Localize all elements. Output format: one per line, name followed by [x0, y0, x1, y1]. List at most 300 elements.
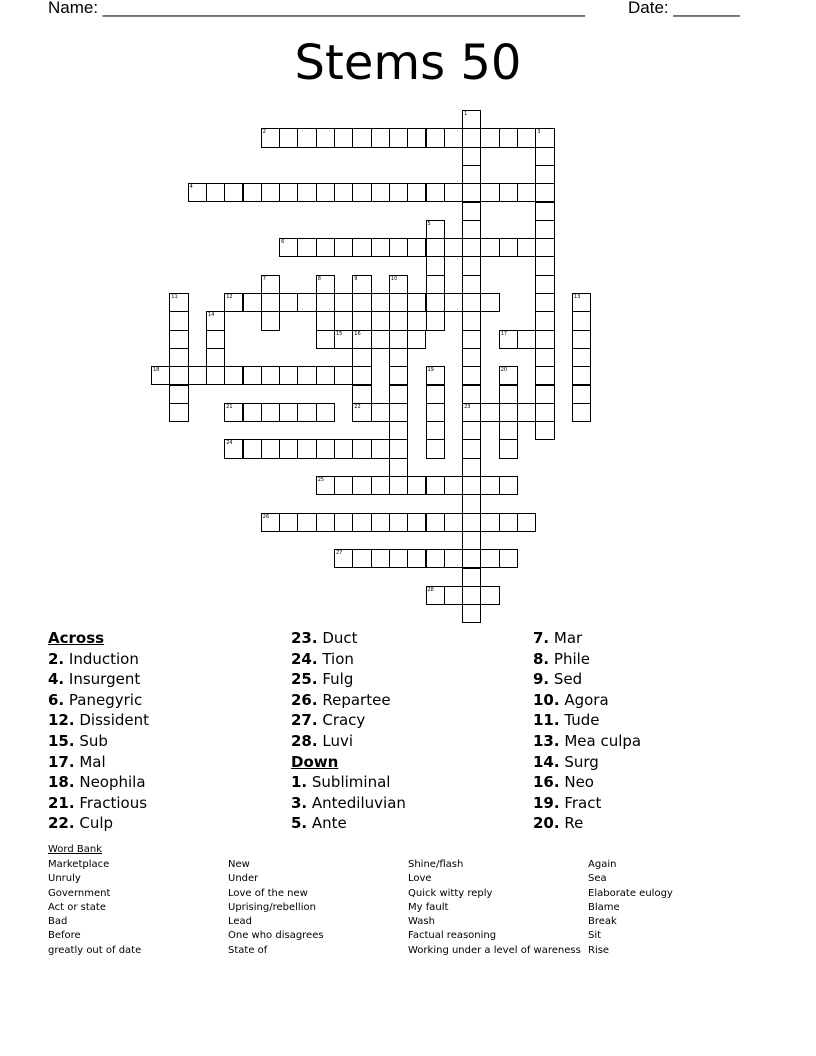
- cell-number: 17: [500, 330, 508, 337]
- cell-number: 20: [500, 367, 508, 374]
- grid-cell[interactable]: [389, 403, 408, 422]
- word-bank-item: One who disagrees: [228, 930, 324, 942]
- grid-cell[interactable]: [261, 403, 280, 422]
- grid-cell[interactable]: [535, 183, 554, 202]
- grid-cell[interactable]: [426, 403, 445, 422]
- grid-cell[interactable]: [169, 330, 188, 349]
- grid-cell[interactable]: [316, 128, 335, 147]
- word-bank-item: greatly out of date: [48, 944, 142, 956]
- grid-cell[interactable]: [224, 403, 243, 422]
- grid-cell[interactable]: [480, 183, 499, 202]
- grid-cell[interactable]: [169, 385, 188, 404]
- grid-cell[interactable]: [517, 330, 536, 349]
- clue-item: [291, 669, 406, 690]
- grid-cell[interactable]: [279, 513, 298, 532]
- grid-cell[interactable]: [352, 183, 371, 202]
- grid-cell[interactable]: [462, 202, 481, 221]
- grid-cell[interactable]: [535, 421, 554, 440]
- grid-cell[interactable]: [352, 293, 371, 312]
- clue-text: Neophila: [74, 773, 146, 792]
- clue-text: Culp: [74, 814, 114, 833]
- grid-cell[interactable]: [462, 110, 481, 129]
- cell-number: 21: [226, 403, 233, 410]
- grid-cell[interactable]: [462, 439, 481, 458]
- grid-cell[interactable]: [334, 128, 353, 147]
- grid-cell[interactable]: [444, 586, 463, 605]
- grid-cell[interactable]: [407, 476, 426, 495]
- grid-cell[interactable]: [535, 128, 554, 147]
- grid-cell[interactable]: [352, 311, 371, 330]
- grid-cell[interactable]: [261, 128, 280, 147]
- grid-cell[interactable]: [352, 366, 371, 385]
- clue-number: 11.: [533, 711, 560, 730]
- grid-cell[interactable]: [389, 458, 408, 477]
- grid-cell[interactable]: [572, 348, 591, 367]
- date-field-label[interactable]: Date: _______: [628, 0, 740, 17]
- grid-cell[interactable]: [371, 238, 390, 257]
- grid-cell[interactable]: [499, 476, 518, 495]
- word-bank-item: State of: [228, 944, 268, 956]
- grid-cell[interactable]: [279, 128, 298, 147]
- clue-text: Insurgent: [64, 670, 141, 689]
- grid-cell[interactable]: [389, 128, 408, 147]
- cell-number: 28: [427, 586, 434, 593]
- grid-cell[interactable]: [206, 330, 225, 349]
- grid-cell[interactable]: [499, 439, 518, 458]
- grid-cell[interactable]: [316, 293, 335, 312]
- cell-number: 7: [262, 275, 266, 282]
- grid-cell[interactable]: [426, 366, 445, 385]
- grid-cell[interactable]: [316, 476, 335, 495]
- clue-number: 15.: [48, 731, 75, 750]
- grid-cell[interactable]: [279, 403, 298, 422]
- grid-cell[interactable]: [535, 311, 554, 330]
- grid-cell[interactable]: [407, 513, 426, 532]
- grid-cell[interactable]: [389, 293, 408, 312]
- grid-cell[interactable]: [480, 293, 499, 312]
- grid-cell[interactable]: [188, 366, 207, 385]
- grid-cell[interactable]: [535, 165, 554, 184]
- grid-cell[interactable]: [499, 330, 518, 349]
- grid-cell[interactable]: [462, 165, 481, 184]
- grid-cell[interactable]: [462, 366, 481, 385]
- grid-cell[interactable]: [535, 403, 554, 422]
- grid-cell[interactable]: [462, 403, 481, 422]
- grid-cell[interactable]: [462, 531, 481, 550]
- grid-cell[interactable]: [352, 128, 371, 147]
- grid-cell[interactable]: [499, 128, 518, 147]
- grid-cell[interactable]: [444, 238, 463, 257]
- grid-cell[interactable]: [224, 293, 243, 312]
- grid-cell[interactable]: [462, 549, 481, 568]
- grid-cell[interactable]: [535, 348, 554, 367]
- grid-cell[interactable]: [243, 293, 262, 312]
- grid-cell[interactable]: [169, 403, 188, 422]
- grid-cell[interactable]: [499, 421, 518, 440]
- word-bank-item: Blame: [588, 901, 620, 913]
- grid-cell[interactable]: [297, 366, 316, 385]
- grid-cell[interactable]: [389, 348, 408, 367]
- word-bank-column: [48, 858, 141, 958]
- grid-cell[interactable]: [426, 256, 445, 275]
- grid-cell[interactable]: [243, 403, 262, 422]
- grid-cell[interactable]: [426, 385, 445, 404]
- grid-cell[interactable]: [426, 586, 445, 605]
- grid-cell[interactable]: [371, 330, 390, 349]
- grid-cell[interactable]: [480, 403, 499, 422]
- grid-cell[interactable]: [499, 366, 518, 385]
- grid-cell[interactable]: [480, 128, 499, 147]
- grid-cell[interactable]: [352, 549, 371, 568]
- grid-cell[interactable]: [206, 311, 225, 330]
- clue-text: Neo: [559, 773, 594, 792]
- word-bank-item: Rise: [588, 944, 610, 956]
- grid-cell[interactable]: [352, 385, 371, 404]
- grid-cell[interactable]: [389, 385, 408, 404]
- grid-cell[interactable]: [462, 311, 481, 330]
- grid-cell[interactable]: [426, 549, 445, 568]
- grid-cell[interactable]: [462, 238, 481, 257]
- grid-cell[interactable]: [407, 238, 426, 257]
- grid-cell[interactable]: [535, 366, 554, 385]
- clue-item: [533, 772, 641, 793]
- grid-cell[interactable]: [407, 128, 426, 147]
- clue-number: 2.: [48, 649, 65, 668]
- grid-cell[interactable]: [535, 275, 554, 294]
- grid-cell[interactable]: [334, 330, 353, 349]
- grid-cell[interactable]: [243, 366, 262, 385]
- cell-number: 5: [427, 220, 431, 227]
- grid-cell[interactable]: [389, 421, 408, 440]
- grid-cell[interactable]: [334, 439, 353, 458]
- grid-cell[interactable]: [517, 513, 536, 532]
- grid-cell[interactable]: [352, 403, 371, 422]
- grid-cell[interactable]: [297, 293, 316, 312]
- grid-cell[interactable]: [462, 458, 481, 477]
- grid-cell[interactable]: [334, 549, 353, 568]
- grid-cell[interactable]: [261, 513, 280, 532]
- grid-cell[interactable]: [389, 439, 408, 458]
- grid-cell[interactable]: [389, 311, 408, 330]
- cell-number: 10: [390, 275, 398, 282]
- grid-cell[interactable]: [334, 293, 353, 312]
- clue-item: [48, 669, 149, 690]
- grid-cell[interactable]: [426, 128, 445, 147]
- grid-cell[interactable]: [499, 385, 518, 404]
- grid-cell[interactable]: [426, 311, 445, 330]
- clue-item: [291, 690, 406, 711]
- clue-text: Fract: [559, 793, 602, 812]
- grid-cell[interactable]: [316, 513, 335, 532]
- clue-item: [291, 649, 406, 670]
- name-field-label[interactable]: Name: ___________________________________________________: [48, 0, 585, 17]
- grid-cell[interactable]: [371, 476, 390, 495]
- grid-cell[interactable]: [169, 293, 188, 312]
- grid-cell[interactable]: [426, 183, 445, 202]
- grid-cell[interactable]: [480, 549, 499, 568]
- grid-cell[interactable]: [535, 238, 554, 257]
- grid-cell[interactable]: [462, 513, 481, 532]
- grid-cell[interactable]: [389, 330, 408, 349]
- grid-cell[interactable]: [535, 385, 554, 404]
- clue-item: [533, 731, 641, 752]
- grid-cell[interactable]: [261, 366, 280, 385]
- grid-cell[interactable]: [517, 403, 536, 422]
- grid-cell[interactable]: [535, 220, 554, 239]
- grid-cell[interactable]: [389, 238, 408, 257]
- grid-cell[interactable]: [261, 439, 280, 458]
- grid-cell[interactable]: [462, 586, 481, 605]
- grid-cell[interactable]: [261, 183, 280, 202]
- grid-cell[interactable]: [480, 476, 499, 495]
- clue-number: 6.: [48, 690, 65, 709]
- grid-cell[interactable]: [535, 202, 554, 221]
- grid-cell[interactable]: [316, 183, 335, 202]
- grid-cell[interactable]: [462, 275, 481, 294]
- grid-cell[interactable]: [426, 275, 445, 294]
- grid-cell[interactable]: [572, 311, 591, 330]
- word-bank-item: Bad: [48, 916, 68, 928]
- cell-number: 27: [336, 550, 343, 557]
- grid-cell[interactable]: [572, 403, 591, 422]
- grid-cell[interactable]: [243, 183, 262, 202]
- grid-cell[interactable]: [206, 183, 225, 202]
- grid-cell[interactable]: [462, 604, 481, 623]
- grid-cell[interactable]: [261, 311, 280, 330]
- grid-cell[interactable]: [462, 421, 481, 440]
- grid-cell[interactable]: [462, 568, 481, 587]
- grid-cell[interactable]: [572, 385, 591, 404]
- clue-number: 21.: [48, 793, 75, 812]
- clue-item: [533, 752, 641, 773]
- cell-number: 15: [336, 330, 343, 337]
- grid-cell[interactable]: [480, 513, 499, 532]
- grid-cell[interactable]: [224, 183, 243, 202]
- grid-cell[interactable]: [206, 366, 225, 385]
- grid-cell[interactable]: [352, 476, 371, 495]
- grid-cell[interactable]: [517, 128, 536, 147]
- grid-cell[interactable]: [462, 385, 481, 404]
- grid-cell[interactable]: [462, 494, 481, 513]
- grid-cell[interactable]: [462, 183, 481, 202]
- grid-cell[interactable]: [462, 220, 481, 239]
- clue-number: 23.: [291, 629, 318, 647]
- grid-cell[interactable]: [389, 549, 408, 568]
- grid-cell[interactable]: [371, 183, 390, 202]
- word-bank-column: [408, 858, 581, 958]
- grid-cell[interactable]: [261, 293, 280, 312]
- grid-cell[interactable]: [407, 293, 426, 312]
- clue-text: Antediluvian: [307, 793, 406, 812]
- grid-cell[interactable]: [444, 183, 463, 202]
- clue-number: 20.: [533, 814, 560, 833]
- clue-number: 26.: [291, 690, 318, 709]
- grid-cell[interactable]: [316, 439, 335, 458]
- clue-number: 27.: [291, 711, 318, 730]
- grid-cell[interactable]: [297, 439, 316, 458]
- grid-cell[interactable]: [444, 128, 463, 147]
- grid-cell[interactable]: [316, 330, 335, 349]
- grid-cell[interactable]: [444, 549, 463, 568]
- grid-cell[interactable]: [316, 403, 335, 422]
- grid-cell[interactable]: [572, 293, 591, 312]
- word-bank-column: [588, 858, 673, 958]
- clue-item: [533, 669, 641, 690]
- clue-item: [48, 690, 149, 711]
- clue-item: [48, 813, 149, 834]
- cell-number: 12: [226, 294, 233, 300]
- grid-cell[interactable]: [426, 476, 445, 495]
- grid-cell[interactable]: [352, 513, 371, 532]
- clue-text: Repartee: [317, 690, 391, 709]
- grid-cell[interactable]: [279, 366, 298, 385]
- grid-cell[interactable]: [169, 311, 188, 330]
- grid-cell[interactable]: [169, 348, 188, 367]
- grid-cell[interactable]: [535, 330, 554, 349]
- grid-cell[interactable]: [426, 421, 445, 440]
- grid-cell[interactable]: [426, 220, 445, 239]
- clue-text: Subliminal: [307, 773, 391, 792]
- grid-cell[interactable]: [517, 238, 536, 257]
- grid-cell[interactable]: [297, 513, 316, 532]
- grid-cell[interactable]: [462, 128, 481, 147]
- grid-cell[interactable]: [371, 293, 390, 312]
- grid-cell[interactable]: [371, 128, 390, 147]
- cell-number: 19: [427, 367, 434, 374]
- grid-cell[interactable]: [279, 293, 298, 312]
- grid-cell[interactable]: [297, 183, 316, 202]
- clue-text: Fractious: [74, 793, 148, 812]
- grid-cell[interactable]: [572, 330, 591, 349]
- grid-cell[interactable]: [462, 330, 481, 349]
- grid-cell[interactable]: [334, 238, 353, 257]
- cell-number: 16: [354, 330, 361, 337]
- grid-cell[interactable]: [297, 403, 316, 422]
- grid-cell[interactable]: [444, 293, 463, 312]
- grid-cell[interactable]: [572, 366, 591, 385]
- grid-cell[interactable]: [371, 439, 390, 458]
- grid-cell[interactable]: [316, 311, 335, 330]
- grid-cell[interactable]: [462, 147, 481, 166]
- grid-cell[interactable]: [279, 183, 298, 202]
- grid-cell[interactable]: [462, 476, 481, 495]
- grid-cell[interactable]: [389, 476, 408, 495]
- grid-cell[interactable]: [352, 348, 371, 367]
- grid-cell[interactable]: [426, 293, 445, 312]
- grid-cell[interactable]: [371, 549, 390, 568]
- clue-text: Mal: [74, 752, 106, 771]
- grid-cell[interactable]: [169, 366, 188, 385]
- cell-number: 13: [573, 294, 581, 300]
- clue-number: 3.: [291, 793, 308, 812]
- grid-cell[interactable]: [316, 366, 335, 385]
- clue-item: [48, 710, 149, 731]
- word-bank-title: Word Bank: [48, 844, 102, 855]
- grid-cell[interactable]: [389, 183, 408, 202]
- grid-cell[interactable]: [407, 549, 426, 568]
- clue-item: [291, 628, 406, 649]
- grid-cell[interactable]: [371, 403, 390, 422]
- grid-cell[interactable]: [224, 439, 243, 458]
- grid-cell[interactable]: [188, 183, 207, 202]
- grid-cell[interactable]: [462, 293, 481, 312]
- clue-number: 18.: [48, 773, 75, 792]
- grid-cell[interactable]: [407, 183, 426, 202]
- grid-cell[interactable]: [352, 330, 371, 349]
- grid-cell[interactable]: [334, 513, 353, 532]
- clue-item: [533, 649, 641, 670]
- grid-cell[interactable]: [535, 256, 554, 275]
- grid-cell[interactable]: [480, 238, 499, 257]
- grid-cell[interactable]: [261, 275, 280, 294]
- grid-cell[interactable]: [535, 293, 554, 312]
- grid-cell[interactable]: [279, 439, 298, 458]
- grid-cell[interactable]: [243, 439, 262, 458]
- grid-cell[interactable]: [334, 476, 353, 495]
- grid-cell[interactable]: [316, 238, 335, 257]
- grid-cell[interactable]: [426, 238, 445, 257]
- cell-number: 11: [171, 294, 178, 300]
- grid-cell[interactable]: [407, 330, 426, 349]
- grid-cell[interactable]: [444, 476, 463, 495]
- grid-cell[interactable]: [352, 238, 371, 257]
- clue-text: Re: [559, 814, 584, 833]
- grid-cell[interactable]: [389, 275, 408, 294]
- grid-cell[interactable]: [279, 238, 298, 257]
- grid-cell[interactable]: [499, 549, 518, 568]
- grid-cell[interactable]: [499, 183, 518, 202]
- grid-cell[interactable]: [426, 513, 445, 532]
- grid-cell[interactable]: [297, 128, 316, 147]
- grid-cell[interactable]: [316, 275, 335, 294]
- clue-text: Surg: [559, 752, 599, 771]
- grid-cell[interactable]: [535, 147, 554, 166]
- word-bank-item: Break: [588, 916, 617, 928]
- grid-cell[interactable]: [352, 439, 371, 458]
- grid-cell[interactable]: [334, 366, 353, 385]
- grid-cell[interactable]: [151, 366, 170, 385]
- grid-cell[interactable]: [499, 403, 518, 422]
- grid-cell[interactable]: [389, 513, 408, 532]
- grid-cell[interactable]: [206, 348, 225, 367]
- grid-cell[interactable]: [444, 513, 463, 532]
- grid-cell[interactable]: [426, 439, 445, 458]
- grid-cell[interactable]: [517, 183, 536, 202]
- down-heading: Down: [291, 752, 339, 771]
- grid-cell[interactable]: [297, 238, 316, 257]
- grid-cell[interactable]: [224, 366, 243, 385]
- clue-number: 9.: [533, 670, 550, 689]
- grid-cell[interactable]: [462, 348, 481, 367]
- clue-number: 16.: [533, 773, 560, 792]
- grid-cell[interactable]: [499, 238, 518, 257]
- cell-number: 26: [262, 513, 270, 520]
- clue-text: Mea culpa: [559, 731, 642, 750]
- cell-number: 23: [464, 403, 471, 410]
- grid-cell[interactable]: [462, 256, 481, 275]
- word-bank-item: Elaborate eulogy: [588, 887, 673, 899]
- word-bank-item: Love: [408, 873, 432, 885]
- grid-cell[interactable]: [480, 586, 499, 605]
- clue-text: Tion: [317, 649, 354, 668]
- grid-cell[interactable]: [499, 513, 518, 532]
- grid-cell[interactable]: [389, 366, 408, 385]
- word-bank-item: My fault: [408, 901, 449, 913]
- word-bank-item: Quick witty reply: [408, 887, 493, 899]
- grid-cell[interactable]: [352, 275, 371, 294]
- grid-cell[interactable]: [334, 183, 353, 202]
- grid-cell[interactable]: [371, 513, 390, 532]
